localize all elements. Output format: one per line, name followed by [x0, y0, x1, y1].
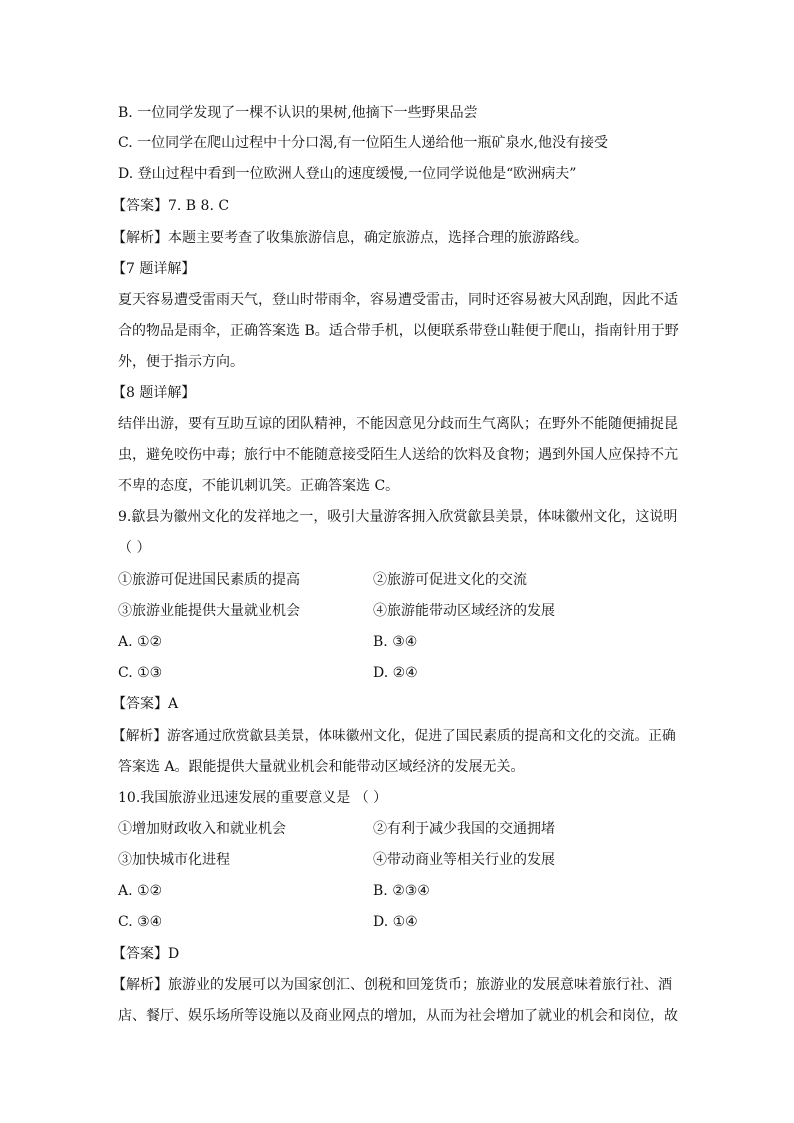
q10-stem: 10.我国旅游业迅速发展的重要意义是 （ ） — [118, 790, 388, 806]
q10-statement-1: ①增加财政收入和就业机会 — [118, 821, 286, 837]
q9-statement-3: ③旅游业能提供大量就业机会 — [118, 603, 300, 619]
q9-option-b: B. ③④ — [373, 634, 418, 650]
q10-option-a: A. ①② — [118, 883, 163, 899]
q6-option-c: C. 一位同学在爬山过程中十分口渴,有一位陌生人递给他一瓶矿泉水,他没有接受 — [118, 135, 609, 151]
q9-analysis-line-2: 答案选 A。跟能提供大量就业机会和能带动区域经济的发展无关。 — [118, 759, 525, 775]
q9-statement-4: ④旅游能带动区域经济的发展 — [373, 603, 555, 619]
q7-detail-heading: 【7 题详解】 — [112, 261, 196, 277]
q8-detail-line-3: 不卑的态度，不能讥刺讥笑。正确答案选 C。 — [118, 478, 400, 494]
q10-answer: 【答案】D — [112, 946, 180, 962]
q9-answer: 【答案】A — [112, 696, 179, 712]
q9-option-d: D. ②④ — [373, 665, 418, 681]
q10-statement-3: ③加快城市化进程 — [118, 852, 230, 868]
q9-paren: （ ） — [118, 540, 151, 556]
q8-detail-line-2: 虫，避免咬伤中毒；旅行中不能随意接受陌生人送给的饮料及食物；遇到外国人应保持不亢 — [118, 447, 678, 463]
q8-detail-heading: 【8 题详解】 — [112, 385, 196, 401]
q6-option-b: B. 一位同学发现了一棵不认识的果树,他摘下一些野果品尝 — [118, 105, 478, 121]
q9-stem: 9.歙县为徽州文化的发祥地之一，吸引大量游客拥入欣赏歙县美景，体味徽州文化，这说明 — [118, 509, 678, 525]
q8-detail-line-1: 结伴出游，要有互助互谅的团队精神，不能因意见分歧而生气离队；在野外不能随便捕捉昆 — [118, 416, 678, 432]
q7-detail-line-1: 夏天容易遭受雷雨天气，登山时带雨伞，容易遭受雷击，同时还容易被大风刮跑，因此不适 — [118, 292, 678, 308]
q6-option-d: D. 登山过程中看到一位欧洲人登山的速度缓慢,一位同学说他是“欧洲病夫” — [118, 166, 577, 182]
q7-detail-line-2: 合的物品是雨伞，正确答案选 B。适合带手机，以便联系带登山鞋便于爬山，指南针用于野 — [118, 323, 679, 339]
q9-statement-1: ①旅游可促进国民素质的提高 — [118, 572, 300, 588]
q10-analysis-line-1: 【解析】旅游业的发展可以为国家创汇、创税和回笼货币；旅游业的发展意味着旅行社、酒 — [112, 977, 672, 993]
q10-statement-2: ②有利于减少我国的交通拥堵 — [373, 821, 555, 837]
q10-option-d: D. ①④ — [373, 914, 418, 930]
q9-option-a: A. ①② — [118, 634, 163, 650]
q7-detail-line-3: 外，便于指示方向。 — [118, 354, 244, 370]
q10-option-c: C. ③④ — [118, 914, 163, 930]
q9-option-c: C. ①③ — [118, 665, 163, 681]
analysis-7-8: 【解析】本题主要考查了收集旅游信息，确定旅游点，选择合理的旅游路线。 — [112, 230, 588, 246]
q10-option-b: B. ②③④ — [373, 883, 430, 899]
q10-statement-4: ④带动商业等相关行业的发展 — [373, 852, 555, 868]
q10-analysis-line-2: 店、餐厅、娱乐场所等设施以及商业网点的增加，从而为社会增加了就业的机会和岗位，故 — [118, 1008, 678, 1024]
q9-statement-2: ②旅游可促进文化的交流 — [373, 572, 527, 588]
answer-7-8: 【答案】7. B 8. C — [112, 198, 230, 214]
q9-analysis-line-1: 【解析】游客通过欣赏歙县美景，体味徽州文化，促进了国民素质的提高和文化的交流。正确 — [112, 728, 676, 744]
